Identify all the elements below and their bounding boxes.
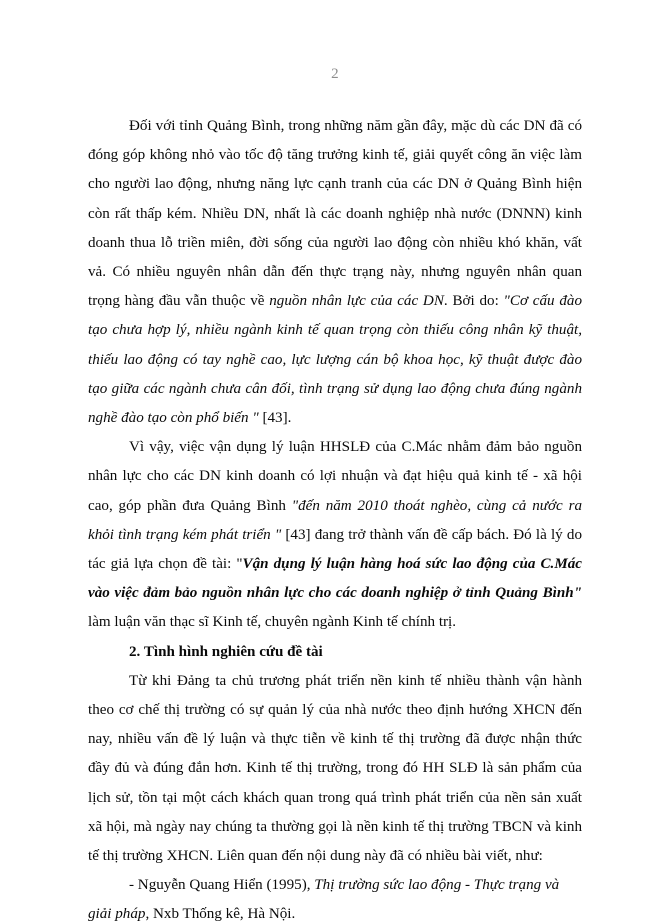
text-run: Vận dụng lý luận hàng hoá sức lao động của C.Mác vào việc đảm bảo nguồn nhân lực cho các doanh nghiệp ở tỉnh Quảng Bình" (88, 556, 582, 602)
text-run: Vì vậy, việc vận dụng lý luận HHSLĐ của C.Mác nhằm đảm bảo nguồn nhân lực cho các DN kinh doanh có lợi nhuận và đạt hiệu quả kinh tế - xã hội cao, góp phần đưa Quảng Bình (88, 439, 582, 514)
text-run: "đến năm 2010 thoát nghèo, cùng cả nước ra khỏi tình trạng kém phát triển " (88, 497, 582, 543)
paragraph-4 (88, 871, 582, 922)
section-heading: 2. Tình hình nghiên cứu đề tài (129, 643, 323, 660)
text-run: [43] đang trở thành vấn đề cấp bách. Đó là lý do tác giả lựa chọn đề tài: " (88, 526, 582, 573)
text-run: nguồn nhân lực của các DN (269, 293, 444, 310)
text-run: "Cơ cấu đào tạo chưa hợp lý, nhiều ngành kinh tế quan trọng còn thiếu công nhân kỹ thuật, thiếu lao động có tay nghề cao, lực lượng cán bộ khoa học, kỹ thuật được đào tạo giữa các ngành chưa cân đối, tình trạng sử dụng lao động chưa đúng ngành nghề đào tạo còn phổ biến " (88, 293, 582, 427)
page-content (88, 112, 582, 922)
text-run: [43]. (258, 410, 292, 427)
paragraph-2 (88, 433, 582, 637)
text-run: , Nxb Thống kê, Hà Nội. (145, 906, 296, 922)
text-run: Từ khi Đảng ta chủ trương phát triển nền kinh tế nhiều thành vận hành theo cơ chế thị trường có sự quản lý của nhà nước theo định hướng XHCN đến nay, nhiều vấn đề lý luận và thực tiễn về kinh tế thị trường đã được nhận thức đầy đủ và đúng đắn hơn. Kinh tế thị trường, trong đó HH SLĐ là sản phẩm của lịch sử, tồn tại một cách khách quan trong quá trình phát triển của nền sản xuất xã hội, mà ngày nay chúng ta thường gọi là nền kinh tế thị trường TBCN và kinh tế thị trường XHCN. Liên quan đến nội dung này đã có nhiều bài viết, như: (88, 672, 582, 865)
paragraph-1 (88, 112, 582, 433)
text-run: làm luận văn thạc sĩ Kinh tế, chuyên ngành Kinh tế chính trị. (88, 614, 457, 631)
text-run: - Nguyễn Quang Hiển (1995), (129, 877, 315, 894)
page-number: 2 (331, 66, 339, 82)
text-run: . Bởi do: (443, 293, 504, 310)
text-run: Thị trường sức lao động - Thực trạng và giải pháp (88, 877, 560, 922)
paragraph-3 (88, 667, 582, 871)
text-run: Đối với tỉnh Quảng Bình, trong những năm gần đây, mặc dù các DN đã có đóng góp không nhỏ vào tốc độ tăng trưởng kinh tế, giải quyết công ăn việc làm cho người lao động, nhưng năng lực cạnh tranh của các DN ở Quảng Bình hiện còn rất thấp kém. Nhiều DN, nhất là các doanh nghiệp nhà nước (DNNN) kinh doanh thua lỗ triền miên, đời sống của người lao động còn nhiều khó khăn, vất vả. Có nhiều nguyên nhân dẫn đến thực trạng này, nhưng nguyên nhân quan trọng hàng đầu vẫn thuộc về (88, 118, 582, 310)
